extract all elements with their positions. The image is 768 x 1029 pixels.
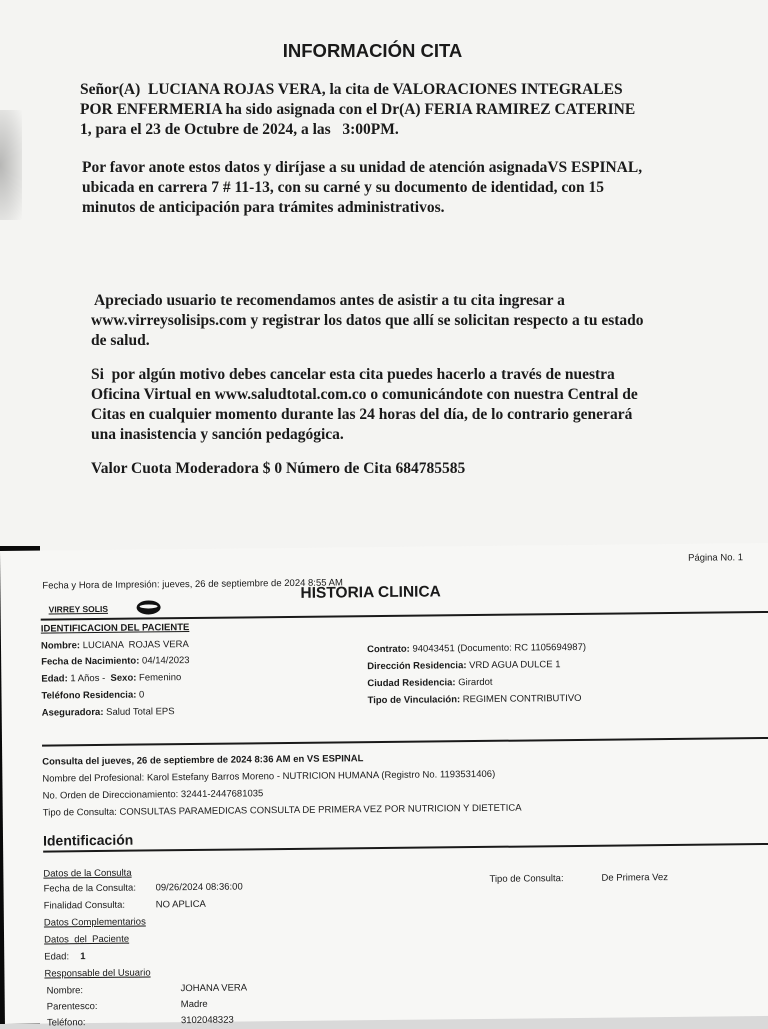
instructions-line: ubicada en carrera 7 # 11-13, con su carné y su documento de identidad, con 15 bbox=[82, 179, 604, 196]
relationship-value: Madre bbox=[180, 998, 208, 1011]
consultation-date-value: 09/26/2024 08:36:00 bbox=[155, 881, 243, 894]
relationship-label: Parentesco: bbox=[46, 1001, 98, 1013]
appointment-line: POR ENFERMERIA ha sido asignada con el Dr(A) FERIA RAMIREZ CATERINE bbox=[80, 101, 636, 118]
consultation-data-subheader: Datos de la Consulta bbox=[43, 867, 132, 880]
cancellation-line: Citas en cualquier momento durante las 24 horas del día, de lo contrario generará bbox=[91, 406, 633, 423]
consultation-kind-value: De Primera Vez bbox=[601, 872, 669, 884]
cancellation-line: una inasistencia y sanción pedagógica. bbox=[91, 426, 344, 443]
copay-and-appointment-number: Valor Cuota Moderadora $ 0 Número de Cita 684785585 bbox=[91, 460, 466, 477]
city-row: Ciudad Residencia: Girardot bbox=[367, 676, 493, 690]
document-title: HISTORIA CLINICA bbox=[300, 583, 441, 602]
instructions-line: Por favor anote estos datos y diríjase a su unidad de atención asignadaVS ESPINAL, bbox=[82, 159, 643, 176]
age-value: 1 bbox=[80, 951, 86, 963]
page-number: Página No. 1 bbox=[688, 552, 744, 564]
recommendation-line: de salud. bbox=[91, 332, 150, 349]
recommendation-line: www.virreysolisips.com y registrar los datos que allí se solicitan respecto a tu estado bbox=[91, 312, 644, 329]
divider bbox=[42, 737, 768, 747]
appointment-line: Señor(A) LUCIANA ROJAS VERA, la cita de VALORACIONES INTEGRALES bbox=[80, 81, 623, 98]
logo-text: VIRREY SOLIS bbox=[48, 603, 109, 615]
divider bbox=[43, 843, 768, 852]
consultation-type-row: Tipo de Consulta: CONSULTAS PARAMEDICAS CONSULTA DE PRIMERA VEZ POR NUTRICION Y DIETETICA bbox=[42, 802, 522, 819]
clinical-history-document bbox=[0, 543, 768, 1029]
page-shadow bbox=[0, 110, 22, 220]
age-label: Edad: bbox=[44, 951, 70, 963]
virrey-solis-logo bbox=[49, 597, 159, 618]
logo-mark-icon bbox=[134, 597, 162, 617]
instructions-line: minutos de anticipación para trámites administrativos. bbox=[82, 199, 445, 216]
phone-row: Teléfono Residencia: 0 bbox=[41, 689, 145, 702]
patient-data-subheader: Datos del Paciente bbox=[44, 933, 130, 946]
purpose-label: Finalidad Consulta: bbox=[43, 899, 126, 912]
complementary-data-subheader: Datos Complementarios bbox=[43, 916, 146, 929]
consultation-header: Consulta del jueves, 26 de septiembre de 2024 8:36 AM en VS ESPINAL bbox=[42, 753, 364, 768]
order-number-row: No. Orden de Direccionamiento: 32441-2447681035 bbox=[42, 788, 264, 802]
appointment-title: INFORMACIÓN CITA bbox=[282, 40, 463, 61]
purpose-value: NO APLICA bbox=[155, 898, 206, 911]
guardian-phone-value: 3102048323 bbox=[180, 1014, 234, 1027]
patient-name-row: Nombre: LUCIANA ROJAS VERA bbox=[40, 639, 189, 652]
guardian-subheader: Responsable del Usuario bbox=[44, 967, 151, 980]
cancellation-line: Si por algún motivo debes cancelar esta cita puedes hacerlo a través de nuestra bbox=[91, 366, 615, 383]
consultation-kind-label: Tipo de Consulta: bbox=[489, 873, 564, 885]
birth-date-row: Fecha de Nacimiento: 04/14/2023 bbox=[41, 655, 190, 668]
guardian-phone-label: Teléfono: bbox=[46, 1017, 86, 1029]
address-row: Dirección Residencia: VRD AGUA DULCE 1 bbox=[367, 659, 561, 673]
consultation-date-label: Fecha de la Consulta: bbox=[43, 882, 137, 895]
contract-row: Contrato: 94043451 (Documento: RC 1105694987) bbox=[366, 641, 587, 656]
patient-id-header: IDENTIFICACION DEL PACIENTE bbox=[40, 622, 190, 635]
recommendation-line: Apreciado usuario te recomendamos antes de asistir a tu cita ingresar a bbox=[94, 292, 565, 309]
identification-section-title: Identificación bbox=[42, 831, 134, 849]
cancellation-line: Oficina Virtual en www.saludtotal.com.co o comunicándote con nuestra Central de bbox=[91, 386, 638, 403]
guardian-name-value: JOHANA VERA bbox=[180, 982, 248, 995]
guardian-name-label: Nombre: bbox=[46, 985, 84, 997]
age-sex-row: Edad: 1 Años - Sexo: Femenino bbox=[41, 672, 182, 685]
affiliation-row: Tipo de Vinculación: REGIMEN CONTRIBUTIVO bbox=[367, 692, 582, 707]
professional-row: Nombre del Profesional: Karol Estefany Barros Moreno - NUTRICION HUMANA (Registro No. 1193531406) bbox=[42, 768, 496, 785]
appointment-line: 1, para el 23 de Octubre de 2024, a las 3:00PM. bbox=[80, 121, 399, 138]
print-date-label: Fecha y Hora de Impresión: jueves, 26 de septiembre de 2024 8:55 AM bbox=[42, 577, 343, 592]
insurer-row: Aseguradora: Salud Total EPS bbox=[41, 706, 175, 719]
